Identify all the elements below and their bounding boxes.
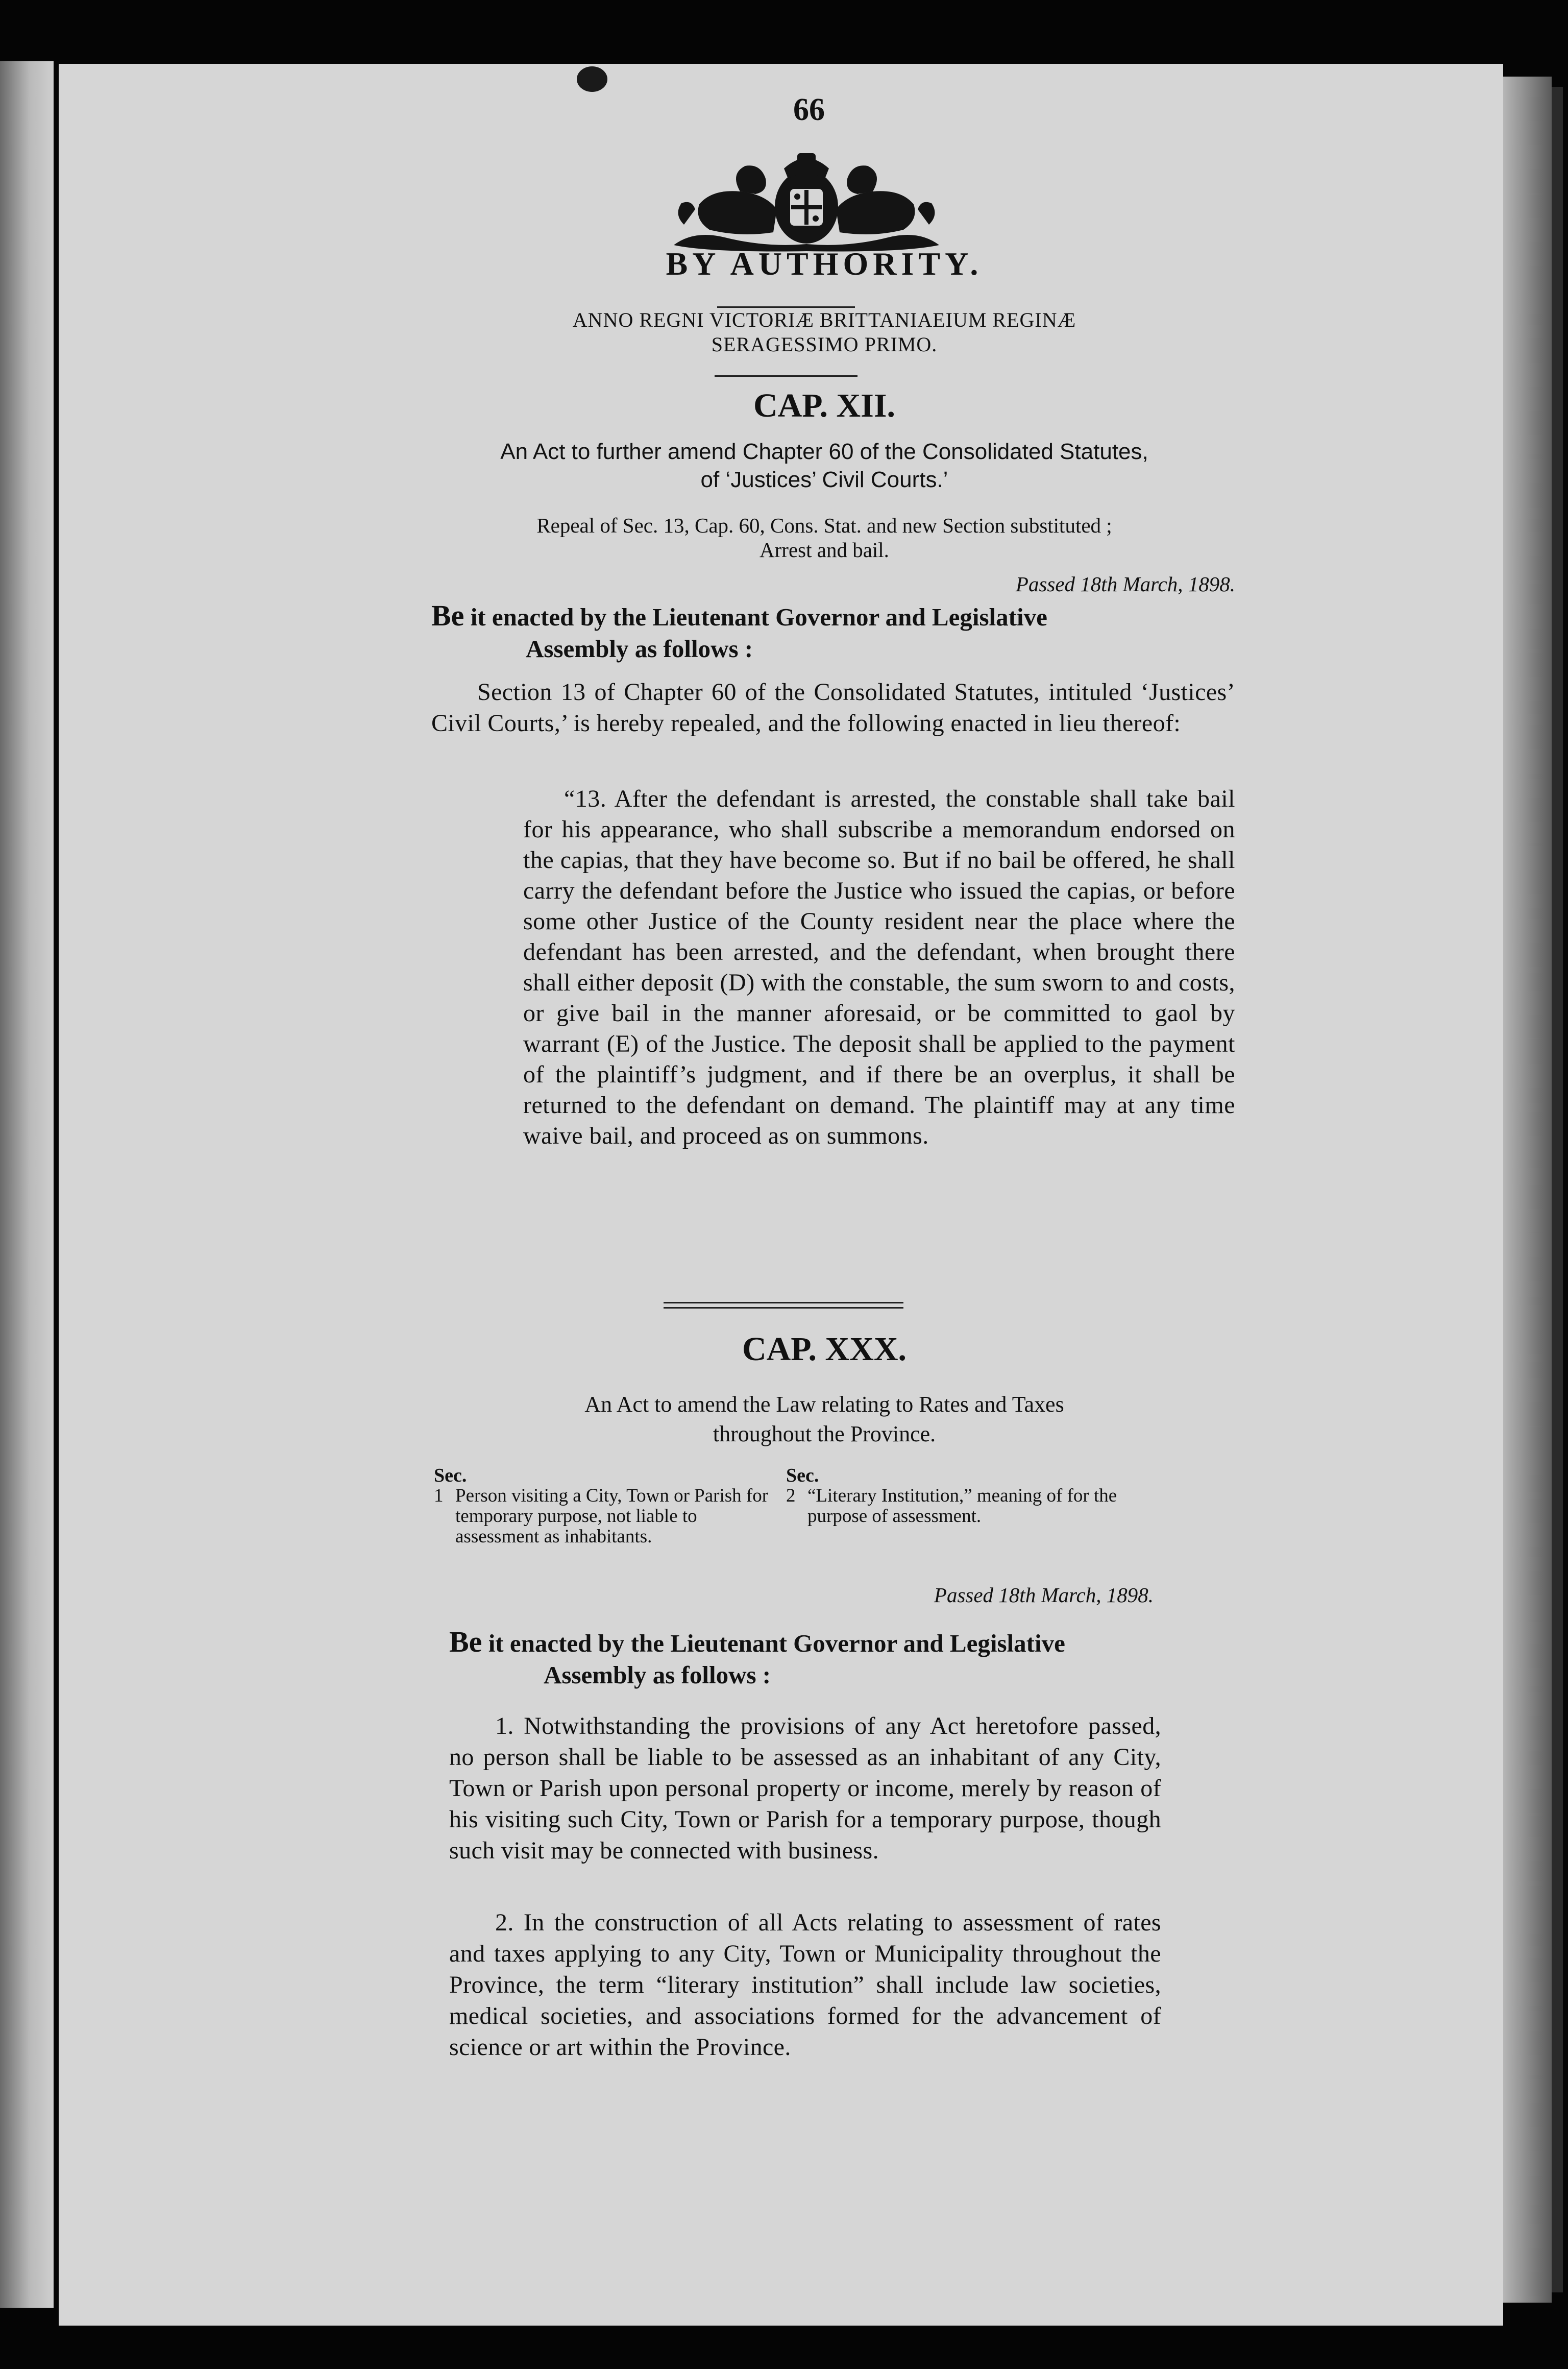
- marginal-note-left: [434, 1465, 771, 1547]
- cap-xii-title-line-1: An Act to further amend Chapter 60 of the Consolidated Statutes,: [500, 439, 1148, 464]
- double-divider-top: [664, 1302, 903, 1303]
- cap-xii-passed-date: Passed 18th March, 1898.: [1015, 572, 1235, 596]
- marginal-note-right: [786, 1465, 1118, 1527]
- cap-xii-summary-line-2: Arrest and bail.: [760, 538, 889, 562]
- page-edges-shadow: [1552, 87, 1563, 2292]
- cap-xxx-section-1: 1. Notwithstanding the provisions of any Act heretofore passed, no person shall be liable to be assessed as an inhabitant of any City, Town or Parish upon personal property or income, merely by reason of his visiting such City, Town or Parish for a temporary purpose, though such visit may be connected with business.: [449, 1712, 1161, 1864]
- enacting-text-line-2: Assembly as follows :: [544, 1661, 771, 1689]
- document-page: [59, 64, 1503, 2326]
- latin-title-line-1: ANNO REGNI VICTORIÆ BRITTANIAEIUM REGINÆ: [572, 308, 1076, 331]
- sec-description: Person visiting a City, Town or Parish for temporary purpose, not liable to assessment as inhabitants.: [455, 1485, 769, 1547]
- cap-xxx-section-2: 2. In the construction of all Acts relating to assessment of rates and taxes applying to any City, Town or Municipality throughout the Province, the term “literary institution” shall include law societies, medical societies, and associations formed for the advancement of science or art within the Province.: [449, 1909, 1161, 2061]
- book-spine: [0, 61, 54, 2308]
- cap-xii-summary-line-1: Repeal of Sec. 13, Cap. 60, Cons. Stat. and new Section substituted ;: [536, 514, 1112, 537]
- cap-xxx-heading: CAP. XXX.: [742, 1331, 907, 1368]
- cap-xii-heading: CAP. XII.: [753, 387, 896, 424]
- enacting-be: Be: [431, 599, 464, 632]
- double-divider-bottom: [664, 1307, 903, 1309]
- enacting-text: it enacted by the Lieutenant Governor and Legislative: [482, 1629, 1065, 1657]
- divider: [715, 375, 857, 377]
- cap-xii-quoted-section: “13. After the defendant is arrested, the constable shall take bail for his appearance, who shall subscribe a memorandum endorsed on the capias, that they have become so. But if no bail be offered, he shall carry the defendant before the Justice who issued the capias, or before some other Justice of the County resident near the place where the defendant has been arrested, and the defendant, when brought there shall either deposit (D) with the constable, the sum sworn to and costs, or give bail in the manner aforesaid, or be committed to gaol by warrant (E) of the Justice. The deposit shall be applied to the payment of the plaintiff’s judgment, and if there be an overplus, it shall be returned to the defendant on demand. The plaintiff may at any time waive bail, and proceed as on summons.: [523, 785, 1235, 1149]
- header-by-authority: BY AUTHORITY.: [666, 246, 983, 282]
- enacting-text: it enacted by the Lieutenant Governor and Legislative: [464, 603, 1047, 631]
- sec-description: “Literary Institution,” meaning of for the purpose of assessment.: [807, 1485, 1117, 1527]
- cap-xii-title-line-2: of ‘Justices’ Civil Courts.’: [700, 467, 948, 492]
- sec-number: 2: [786, 1485, 796, 1506]
- ink-blot: [577, 66, 607, 92]
- royal-coat-of-arms-icon: [664, 143, 949, 253]
- cap-xxx-enacting-clause: [449, 1626, 1164, 1691]
- cap-xxx-title-line-2: throughout the Province.: [713, 1421, 936, 1446]
- cap-xii-enacting-clause: [431, 600, 1238, 665]
- sec-number: 1: [434, 1485, 444, 1506]
- sec-label: Sec.: [434, 1465, 467, 1486]
- cap-xxx-passed-date: Passed 18th March, 1898.: [934, 1583, 1154, 1607]
- cap-xii-section-text: Section 13 of Chapter 60 of the Consolidated Statutes, intituled ‘Justices’ Civil Courts,’ is hereby repealed, and the following enacted in lieu thereof:: [431, 679, 1235, 737]
- latin-title-line-2: SERAGESSIMO PRIMO.: [711, 333, 938, 356]
- enacting-text-line-2: Assembly as follows :: [526, 635, 753, 663]
- page-edges: [1503, 77, 1552, 2303]
- enacting-be: Be: [449, 1625, 482, 1658]
- page-number: 66: [793, 92, 825, 127]
- sec-label: Sec.: [786, 1465, 819, 1486]
- cap-xxx-title-line-1: An Act to amend the Law relating to Rates and Taxes: [584, 1392, 1064, 1417]
